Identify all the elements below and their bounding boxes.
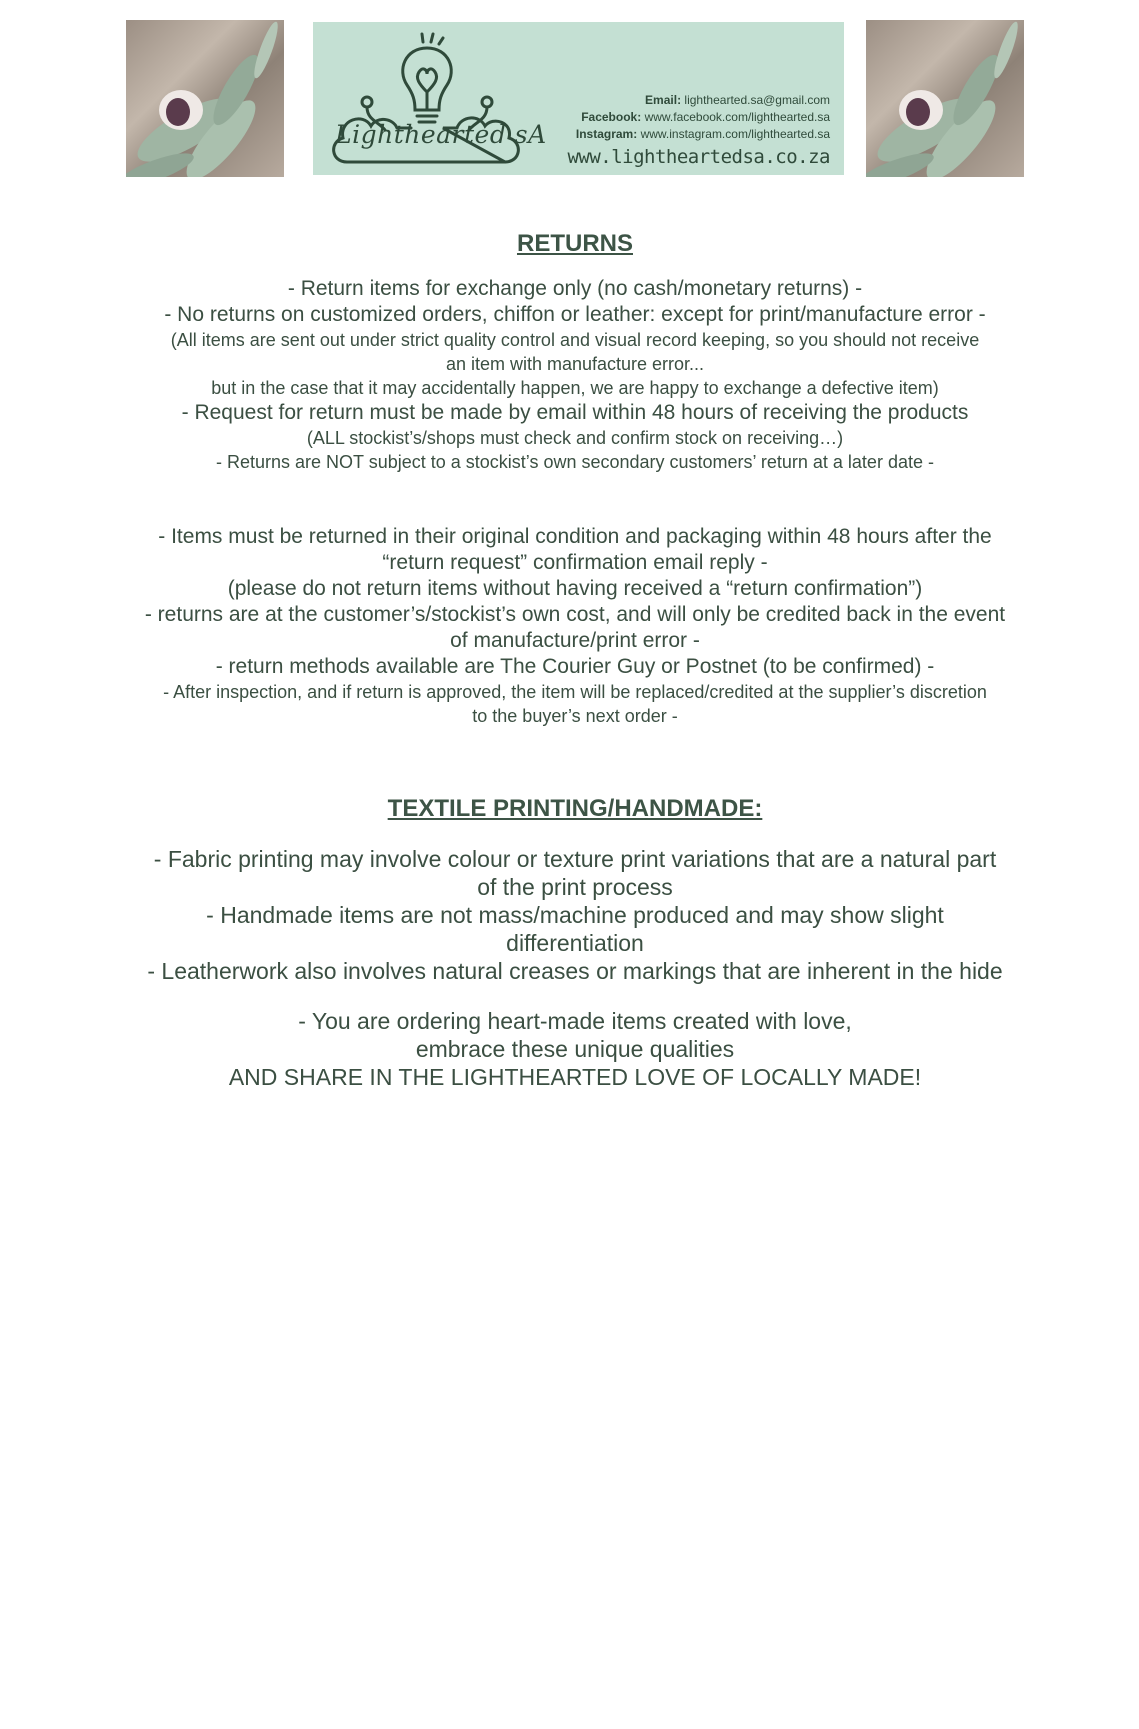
textile-line: - Leatherwork also involves natural creases or markings that are inherent in the hide [147, 958, 1003, 984]
returns-condition-line: to the buyer’s next order - [472, 706, 678, 726]
returns-heading: RETURNS [516, 230, 633, 257]
brand-banner [313, 22, 844, 175]
instagram-url[interactable]: www.instagram.com/lighthearted.sa [640, 127, 830, 141]
textile-line: - Handmade items are not mass/machine produced and may show slight [206, 902, 944, 928]
contact-details [576, 92, 830, 143]
email-address[interactable]: lighthearted.sa@gmail.com [684, 93, 830, 107]
returns-line: (ALL stockist’s/shops must check and confirm stock on receiving…) [306, 428, 844, 448]
returns-conditions-section [120, 524, 1030, 728]
returns-condition-line: “return request” confirmation email reply - [382, 551, 768, 574]
email-label: Email: [645, 93, 682, 107]
website-url[interactable]: www.lightheartedsa.co.za [567, 146, 830, 168]
facebook-url[interactable]: www.facebook.com/lighthearted.sa [644, 110, 830, 124]
returns-section [120, 230, 1030, 474]
returns-condition-line: - returns are at the customer’s/stockist’s own cost, and will only be credited back in the event [144, 603, 1006, 626]
protea-flower-image [866, 20, 1024, 177]
closing-line: AND SHARE IN THE LIGHTHEARTED LOVE OF LOCALLY MADE! [228, 1064, 922, 1090]
closing-line: - You are ordering heart-made items created with love, [298, 1008, 852, 1034]
returns-condition-line: (please do not return items without having received a “return confirmation”) [227, 577, 923, 600]
textile-line: of the print process [477, 874, 673, 900]
returns-line: - Returns are NOT subject to a stockist’s own secondary customers’ return at a later date - [216, 452, 934, 472]
protea-flower-image [126, 20, 284, 177]
textile-line: - Fabric printing may involve colour or texture print variations that are a natural part [153, 846, 997, 872]
returns-condition-line: - return methods available are The Courier Guy or Postnet (to be confirmed) - [215, 655, 935, 678]
brand-name: Lighthearted sA [335, 120, 547, 149]
returns-line: (All items are sent out under strict quality control and visual record keeping, so you should not receive [170, 330, 980, 350]
email-line [576, 92, 830, 109]
returns-line: - No returns on customized orders, chiffon or leather: except for print/manufacture error - [164, 303, 986, 326]
returns-line: an item with manufacture error... [445, 354, 705, 374]
protea-photo-right [866, 20, 1024, 177]
instagram-line [576, 126, 830, 143]
returns-condition-line: of manufacture/print error - [450, 629, 700, 652]
instagram-label: Instagram: [575, 127, 638, 141]
returns-condition-line: - After inspection, and if return is approved, the item will be replaced/credited at the supplier’s discretion [163, 682, 987, 702]
returns-line: but in the case that it may accidentally happen, we are happy to exchange a defective item) [211, 378, 939, 398]
protea-photo-left [126, 20, 284, 177]
textile-heading: TEXTILE PRINTING/HANDMADE: [387, 795, 763, 822]
textile-section [120, 795, 1030, 1091]
facebook-label: Facebook: [581, 110, 642, 124]
returns-line: - Request for return must be made by email within 48 hours of receiving the products [181, 401, 969, 424]
facebook-line [576, 109, 830, 126]
closing-line: embrace these unique qualities [415, 1036, 735, 1062]
header-banner [126, 20, 1024, 177]
returns-line: - Return items for exchange only (no cash/monetary returns) - [287, 277, 863, 300]
returns-condition-line: - Items must be returned in their original condition and packaging within 48 hours after the [158, 525, 992, 548]
lightbulb-logo-icon [327, 30, 527, 170]
textile-line: differentiation [506, 930, 644, 956]
